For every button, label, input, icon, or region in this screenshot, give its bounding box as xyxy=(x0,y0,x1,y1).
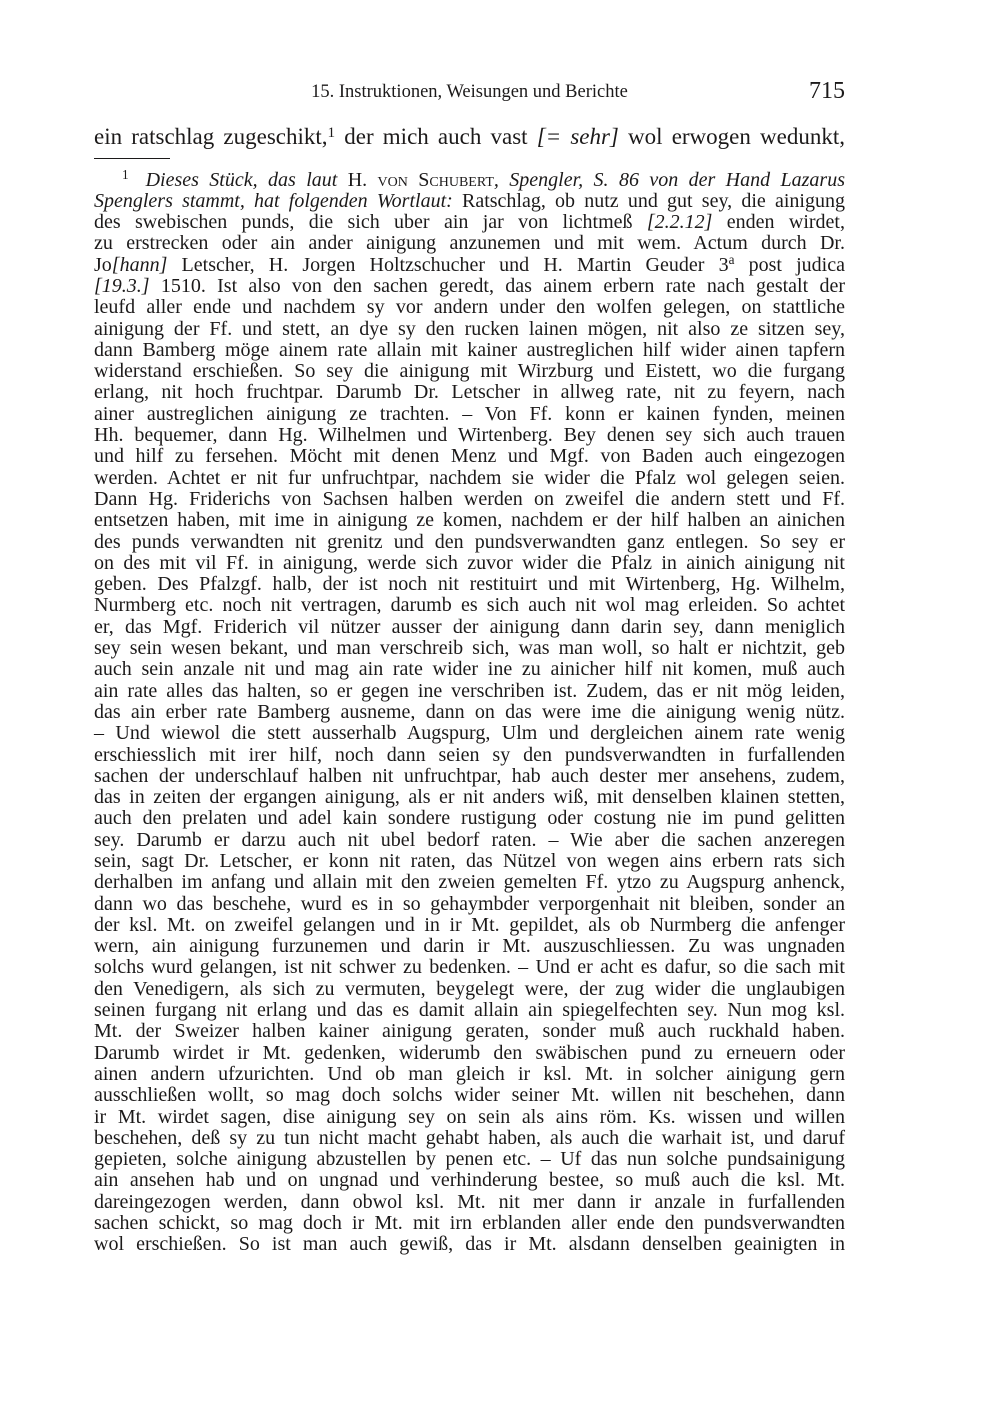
footnote-text-segment: Letscher, H. Jorgen Holtzschucher und H. Martin Geuder 3 xyxy=(167,253,729,276)
footnote-line: sachen schickt, so mag doch ir Mt. mit irn erblanden aller ende den pundsverwandten xyxy=(94,1212,845,1235)
footnote-line: ainigung der Ff. und stett, an dye sy den rucken lainen mögen, nit also ze sitzen sey, xyxy=(94,317,845,340)
running-title: 15. Instruktionen, Weisungen und Berichte xyxy=(311,82,628,102)
footnote-line: dareingezogen werden, dann obwol ksl. Mt. nit mer dann ir anzale in furfallenden xyxy=(94,1190,845,1213)
footnote-block xyxy=(94,167,845,1256)
footnote-line: ausschließen wollt, so mag doch solchs wider seiner Mt. willen nit beschehen, dann xyxy=(94,1084,845,1107)
footnote-line: Darumb wirdet ir Mt. gedenken, widerumb den swäbischen pund zu erneuern oder xyxy=(94,1041,845,1064)
footnote-smallcaps-segment: H. von Schubert xyxy=(347,168,494,191)
footnote-text-segment: enden wirdet, xyxy=(712,211,845,234)
footnote-line: Hh. bequemer, dann Hg. Wilhelmen und Wirtenberg. Bey denen sey sich auch trauen xyxy=(94,424,845,447)
footnote-line: leufd aller ende und nachdem sy vor andern under den wolfen gelegen, on stattliche xyxy=(94,296,845,319)
footnote-line xyxy=(94,191,845,212)
footnote-line: dann Bamberg möge ainem rate allain mit kainer austreglichen hilf wider ainen tapfern xyxy=(94,338,845,361)
footnote-line: beschehen, deß sy zu tun nicht macht gehabt haben, als auch die warhait ist, und daruf xyxy=(94,1126,845,1149)
footnote-line xyxy=(94,212,845,233)
footnote-line: ain ansehen hab und on ungnad und verhinderung bestee, so muß auch die ksl. Mt. xyxy=(94,1169,845,1192)
footnote-line: er, das Mgf. Friderich vil nützer ausser der ainigung dann darin sey, dann meniglich xyxy=(94,615,845,638)
footnote-line xyxy=(94,167,845,191)
footnote-line: ir Mt. wirdet sagen, dise ainigung sey on sein als ains röm. Ks. wissen und willen xyxy=(94,1105,845,1128)
footnote-line: den Venedigern, als sich zu vermuten, beygelegt were, der zug wider die unglaubigen xyxy=(94,977,845,1000)
footnote-text-segment: Jo xyxy=(94,253,112,276)
page-number: 715 xyxy=(809,78,845,104)
main-text-block xyxy=(94,123,845,151)
main-text-italic-segment: [= sehr] xyxy=(536,124,619,149)
footnote-line: widerstand erschießen. So sey die ainigung mit Wirzburg und Eistett, wo die furgang xyxy=(94,360,845,383)
footnote-line: seinen furgang nit erlang und das es damit allain ain spiegelfechten sey. Nun mog ksl. xyxy=(94,999,845,1022)
footnote-line: das ain erber rate Bamberg ausneme, dann on das were ime die ainigung wenig nütz. xyxy=(94,700,845,723)
footnote-italic-segment: Dieses Stück, das laut xyxy=(145,168,348,191)
footnote-line: ain rate alles das halten, so er gegen ine verschriben ist. Zudem, das er nit mög leiden, xyxy=(94,679,845,702)
footnote-line xyxy=(94,252,845,276)
footnote-separator-rule xyxy=(94,158,170,159)
footnote-line: erlang, nit hoch fruchtpar. Darumb Dr. Letscher in allweg rate, nit zu feyern, nach xyxy=(94,381,845,404)
footnote-text-segment: 1510. Ist also von den sachen geredt, das ainem erbern rate nach gestalt der xyxy=(149,274,845,297)
main-text-sup-segment: 1 xyxy=(327,123,336,141)
footnote-line: erschiesslich mit irer hilf, noch dann seien sy den pundsverwandten in furfallenden xyxy=(94,743,845,766)
main-text-text-segment: wol erwogen wedunkt, xyxy=(618,124,845,149)
main-text-text-segment: ein ratschlag zugeschikt, xyxy=(94,124,328,149)
footnote-line: dann wo das beschehe, wurd es in so gehaymbder verporgenhait nit bleiben, sonder an xyxy=(94,892,845,915)
footnote-line: das in zeiten der ergangen ainigung, als er nit anders wiß, mit denselben klainen stetten, xyxy=(94,786,845,809)
footnote-italic-segment: [2.2.12] xyxy=(646,211,713,234)
footnote-line: Mt. der Sweizer halben kainer ainigung geraten, sonder muß auch ruckhald haben. xyxy=(94,1020,845,1043)
footnote-line: auch den prelaten und adel kain sondere rustigung oder costung nie im pund gelitten xyxy=(94,807,845,830)
footnote-line: werden. Achtet er nit fur unfruchtpar, nachdem sie wider die Pfalz wol gelegen seien. xyxy=(94,466,845,489)
main-text-line xyxy=(94,123,845,151)
footnote-sup-segment: a xyxy=(728,252,735,268)
footnote-line: auch sein anzale nit und mag ain rate wider ine zu ainicher hilf nit komen, muß auch xyxy=(94,658,845,681)
footnote-italic-segment: , Spengler, S. 86 von der Hand Lazarus xyxy=(493,168,845,191)
footnote-line: Nurmberg etc. noch nit vertragen, darumb es sich auch nit wol mag erleiden. So achtet xyxy=(94,594,845,617)
footnote-text-segment: des swebischen punds, die sich uber ain jar von lichtmeß xyxy=(94,211,647,234)
footnote-line: solchs wurd gelangen, ist nit schwer zu bedenken. – Und er acht es dafur, so die sach mit xyxy=(94,956,845,979)
footnote-line: derhalben im anfang und allain mit den zweien gemelten Ff. ytzo zu Augspurg anhenck, xyxy=(94,871,845,894)
footnote-line: des punds verwandten nit grenitz und den pundsverwandten ganz entlegen. So sey er xyxy=(94,530,845,553)
footnote-line: sachen der underschlauf halben nit unfruchtpar, hab auch dester mer ansehens, zudem, xyxy=(94,764,845,787)
footnote-line: entsetzen haben, mit ime in ainigung ze komen, nachdem er der hilf halben an ainichen xyxy=(94,509,845,532)
footnote-line: geben. Des Pfalzgf. halb, der ist noch nit restituirt und mit Wirtenberg, Hg. Wilhelm, xyxy=(94,573,845,596)
footnote-line: ainen andern ufzurichten. Und ob man gleich ir ksl. Mt. in solcher ainigung gern xyxy=(94,1062,845,1085)
footnote-line: sey sein wesen bekant, und man verschreib sich, was man woll, so halt er nichtzit, geb xyxy=(94,637,845,660)
footnote-text-segment: post judica xyxy=(734,253,845,276)
footnote-line: gepieten, solche ainigung abzustellen by penen etc. – Uf das nun solche pundsainigung xyxy=(94,1148,845,1171)
footnote-line: sein, sagt Dr. Letscher, er konn nit raten, das Nützel von wegen ains erbern rats sich xyxy=(94,850,845,872)
footnote-line: – Und wiewol die stett ausserhalb Augspurg, Ulm und dergleichen ainem rate wenig xyxy=(94,722,845,745)
footnote-line: Dann Hg. Friderichs von Sachsen halben werden on zweifel die andern stett und Ff. xyxy=(94,487,845,510)
footnote-line xyxy=(94,276,845,297)
footnote-line: und hilf zu fersehen. Möcht mit denen Menz und Mgf. von Baden auch eingezogen xyxy=(94,445,845,468)
footnote-line: wern, ain ainigung furzunemen und darin ir Mt. auszuschliessen. Zu was ungnaden xyxy=(94,935,845,958)
footnote-line: der ksl. Mt. on zweifel gelangen und in ir Mt. gepildet, als ob Nurmberg die anfenger xyxy=(94,913,845,936)
footnote-line: zu erstrecken oder ain ander ainigung anzunemen und mit wem. Actum durch Dr. xyxy=(94,232,845,255)
main-text-text-segment: der mich auch vast xyxy=(335,124,537,149)
footnote-line: wol erschießen. So ist man auch gewiß, das ir Mt. alsdann denselben geainigten in xyxy=(94,1233,845,1256)
footnote-italic-segment: [hann] xyxy=(111,253,168,276)
footnote-line: sey. Darumb er darzu auch nit ubel bedorf raten. – Wie aber die sachen anzeregen xyxy=(94,828,845,851)
footnote-sup-segment: 1 xyxy=(122,167,129,183)
footnote-italic-segment: Spenglers stammt, hat folgenden Wortlaut: xyxy=(94,189,453,212)
footnote-line: on des mit vil Ff. in ainigung, werde sich zuvor wider die Pfalz in ainich ainigung nit xyxy=(94,551,845,574)
footnote-italic-segment: [19.3.] xyxy=(94,274,150,297)
footnote-line: ainer austreglichen ainigung ze trachten. – Von Ff. konn er kainen fynden, meinen xyxy=(94,402,845,425)
footnote-text-segment: Ratschlag, ob nutz und gut sey, die ainigung xyxy=(452,189,845,212)
